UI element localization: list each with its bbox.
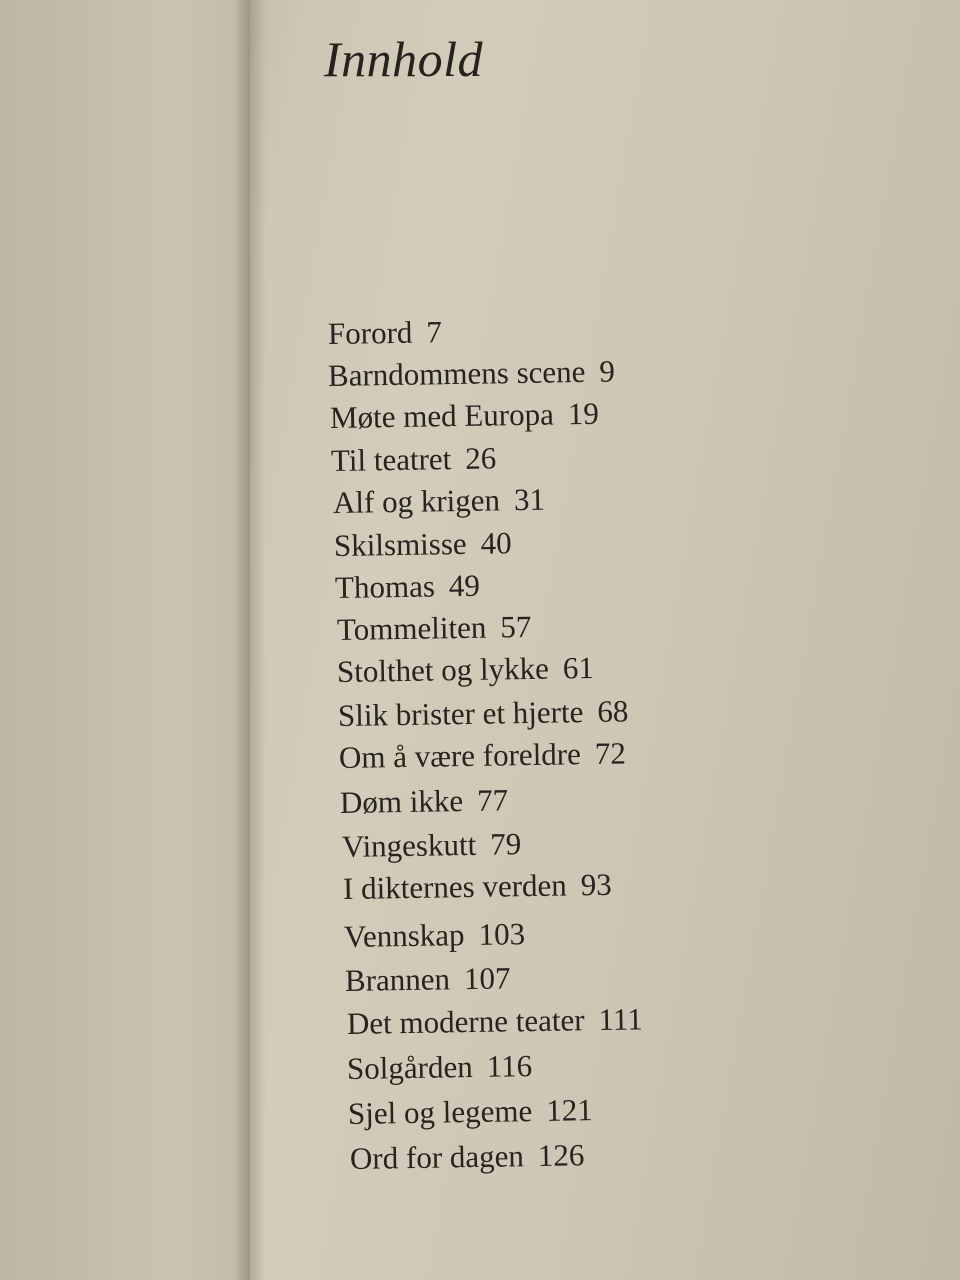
toc-entry-page: 79: [489, 826, 522, 862]
toc-entry-page: 72: [594, 735, 627, 771]
toc-entry: [340, 784, 509, 818]
toc-entry-page: 77: [476, 782, 509, 818]
toc-entry-page: 68: [597, 693, 629, 729]
toc-entry: [348, 1094, 593, 1129]
toc-entry-page: 9: [599, 353, 616, 389]
toc-entry: [347, 1003, 643, 1039]
toc-entry-page: 7: [426, 314, 443, 350]
toc-entry-title: Døm ikke: [339, 783, 464, 820]
toc-entry-title: Vennskap: [343, 917, 465, 954]
toc-entry: [328, 355, 615, 391]
toc-entry-title: Tommeliten: [336, 609, 487, 647]
toc-entry-title: I dikternes verden: [342, 867, 568, 906]
toc-entry-title: Barndommens scene: [327, 353, 586, 393]
toc-entry: [342, 828, 522, 862]
toc-entry-title: Sjel og legeme: [347, 1093, 533, 1131]
toc-entry: [329, 395, 600, 435]
toc-entry: [347, 1050, 533, 1084]
toc-entry-page: 40: [480, 525, 512, 561]
toc-entry: [338, 695, 629, 731]
toc-entry-title: Slik brister et hjerte: [337, 694, 584, 733]
toc-entry-page: 126: [537, 1137, 585, 1174]
toc-entry-title: Stolthet og lykke: [336, 650, 550, 689]
toc-entry-title: Forord: [327, 314, 413, 351]
toc-entry-title: Alf og krigen: [332, 482, 501, 520]
toc-entry-page: 111: [598, 1001, 643, 1038]
toc-entry: [350, 1139, 585, 1174]
toc-entry: [334, 567, 481, 605]
toc-entry: [332, 481, 546, 520]
toc-entry-page: 49: [448, 567, 481, 604]
toc-entry-title: Om å være foreldre: [338, 736, 582, 775]
page-title: Innhold: [324, 31, 484, 87]
toc-entry: [336, 649, 595, 689]
toc-entry-title: Det moderne teater: [346, 1002, 585, 1041]
toc-entry-title: Skilsmisse: [333, 525, 467, 563]
toc-entry-page: 31: [513, 481, 546, 518]
toc-entry-title: Thomas: [334, 568, 436, 605]
toc-entry: [334, 527, 512, 561]
toc-entry-page: 107: [463, 960, 511, 997]
toc-entry: [331, 442, 497, 476]
toc-entry: [328, 316, 442, 349]
toc-entry: [342, 866, 613, 906]
toc-entry-title: Til teatret: [330, 441, 452, 478]
toc-entry-title: Ord for dagen: [349, 1138, 525, 1176]
toc-entry-page: 93: [580, 866, 613, 903]
toc-entry-title: Møte med Europa: [329, 396, 555, 435]
toc-entry: [344, 918, 526, 952]
toc-entry: [345, 962, 511, 996]
toc-entry-page: 19: [567, 395, 600, 432]
toc-entry: [339, 737, 626, 773]
toc-entry-page: 26: [464, 440, 497, 476]
toc-entry: [336, 608, 532, 647]
toc-entry-title: Vingeskutt: [341, 826, 477, 864]
toc-entry-page: 116: [486, 1048, 533, 1084]
toc-entry-page: 57: [500, 608, 532, 645]
toc-entry-page: 61: [562, 649, 595, 686]
toc-entry-title: Brannen: [344, 961, 451, 998]
toc-entry-title: Solgården: [346, 1049, 473, 1086]
toc-entry-page: 121: [545, 1092, 593, 1128]
toc-entry-page: 103: [478, 916, 526, 952]
